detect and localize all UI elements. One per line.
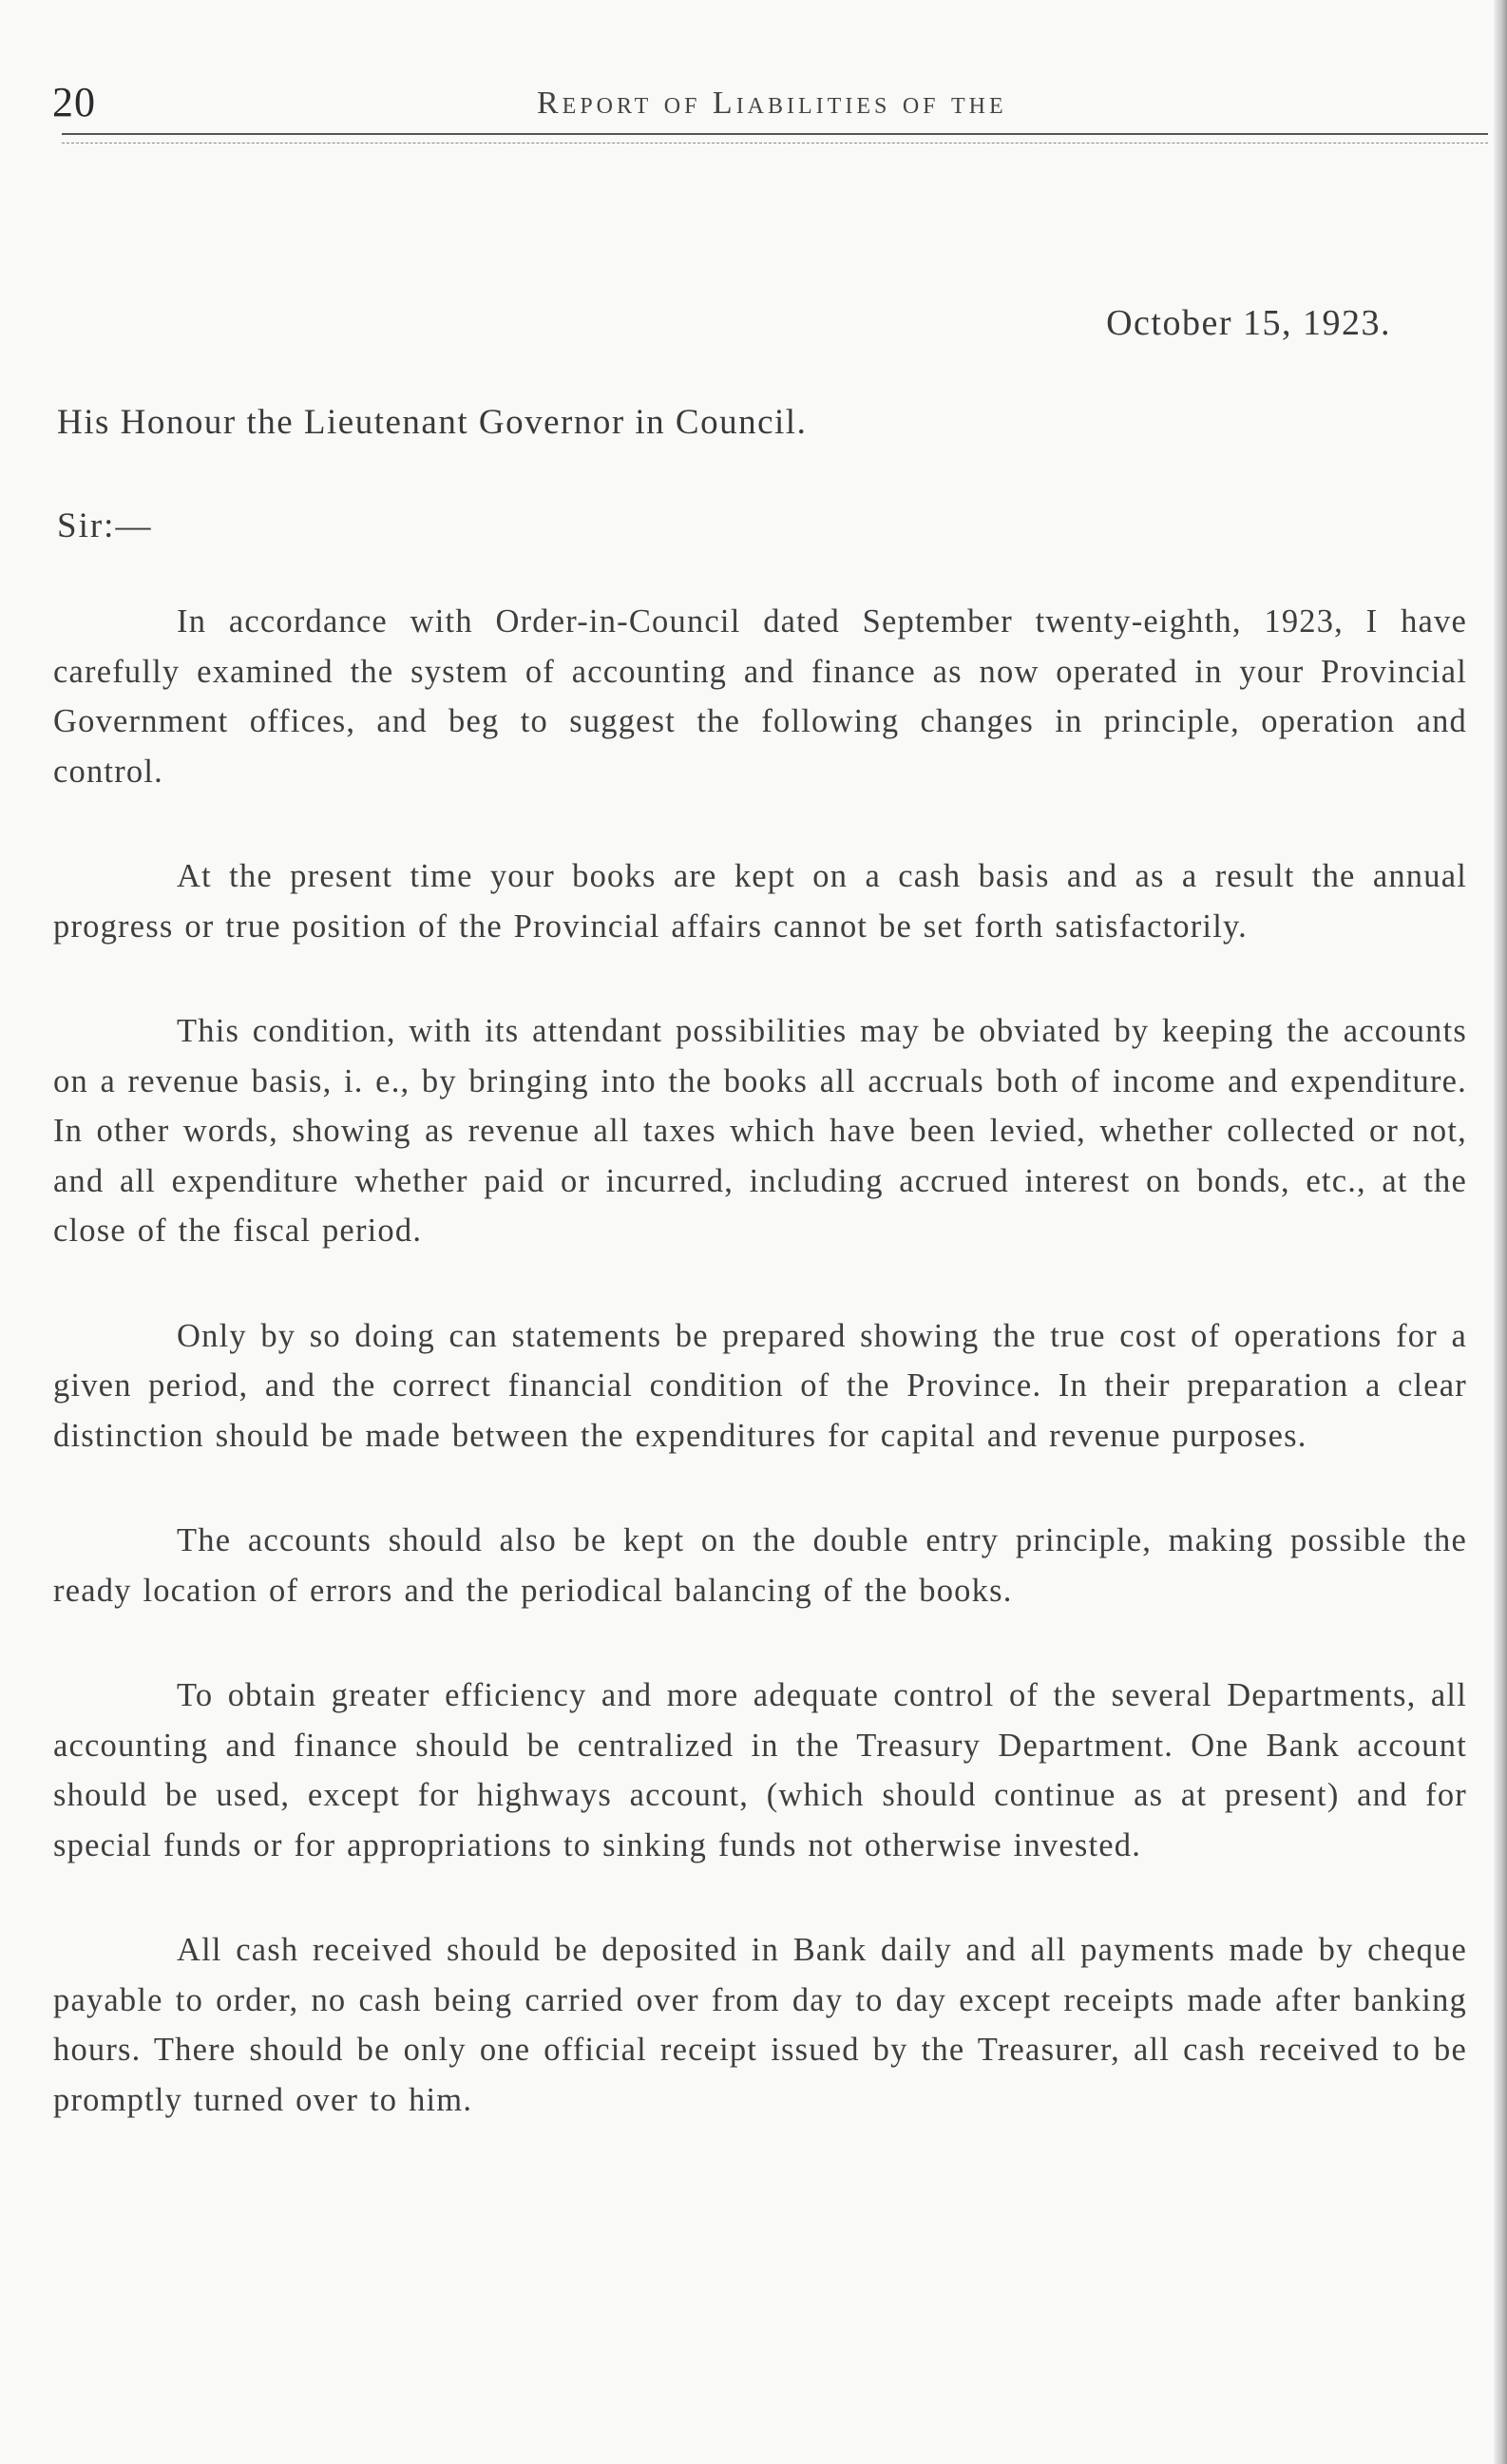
paragraph-true-cost: Only by so doing can statements be prepared showing the true cost of operations for a given period, and the correct financial condition of the Province. In their preparation a clear distinction should be made between the expenditures for capital and revenue purposes. bbox=[53, 1317, 1467, 1454]
paragraph-cash-basis: At the present time your books are kept on a cash basis and as a result the annual progress or true position of the Provincial affairs cannot be set forth satisfactorily. bbox=[53, 858, 1467, 945]
paragraph-centralization: To obtain greater efficiency and more adequate control of the several Departments, all accounting and finance should be centralized in the Treasury Department. One Bank account should be used, except for highways account, (which should continue as at present) and for special funds or for appropriations to sinking funds not otherwise invested. bbox=[53, 1677, 1467, 1863]
letter-date: October 15, 1923. bbox=[1106, 303, 1391, 343]
paragraph-order-in-council: In accordance with Order-in-Council dated September twenty-eighth, 1923, I have carefully examined the system of accounting and finance as now operated in your Provincial Government offices, and beg to suggest the following changes in principle, operation and control. bbox=[53, 603, 1467, 790]
page-edge-shadow bbox=[1494, 0, 1507, 2464]
paragraph-cash-deposits: All cash received should be deposited in Bank daily and all payments made by cheque payable to order, no cash being carried over from day to day except receipts made after banking hours. There should be only one official receipt issued by the Treasurer, all cash received to be promptly turned over to him. bbox=[53, 1932, 1467, 2118]
page-header bbox=[52, 76, 1482, 133]
letter-salutation: Sir:— bbox=[57, 506, 153, 545]
paragraph-double-entry: The accounts should also be kept on the double entry principle, making possible the ready location of errors and the periodical balancing of the books. bbox=[53, 1522, 1467, 1609]
page-number: 20 bbox=[52, 79, 96, 125]
paragraph-revenue-basis: This condition, with its attendant possibilities may be obviated by keeping the accounts on a revenue basis, i. e., by bringing into the books all accruals both of income and expenditure. In other words, showing as revenue all taxes which have been levied, whether collected or not, and all expenditure whether paid or incurred, including accrued interest on bonds, etc., at the close of the fiscal period. bbox=[53, 1013, 1467, 1249]
running-head: Report of Liabilities of the bbox=[537, 86, 1007, 121]
letter-addressee: His Honour the Lieutenant Governor in Council. bbox=[57, 403, 808, 442]
letter-body bbox=[53, 597, 1467, 2180]
header-rule bbox=[62, 133, 1488, 135]
